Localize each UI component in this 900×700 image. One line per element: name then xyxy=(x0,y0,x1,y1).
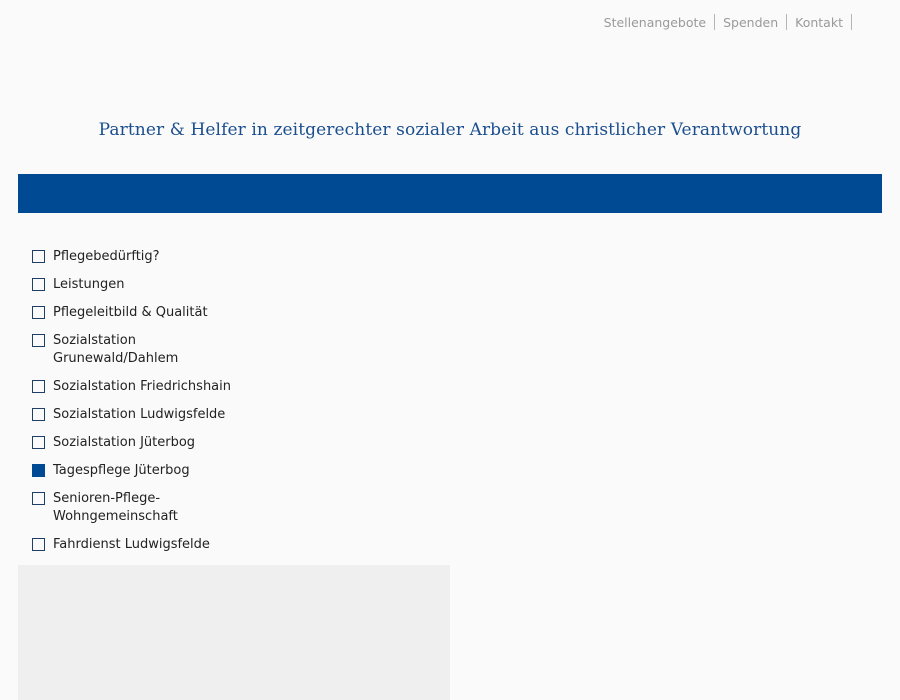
nav-link-stellenangebote[interactable]: Stellenangebote xyxy=(603,14,707,30)
sidebar-item-sozialstation-grunewald[interactable] xyxy=(32,332,252,368)
sidebar-item-label: Pflegeleitbild & Qualität xyxy=(53,305,208,320)
checkbox-square-icon xyxy=(32,334,45,347)
checkbox-square-icon xyxy=(32,306,45,319)
sidebar-menu xyxy=(32,248,252,564)
checkbox-square-icon xyxy=(32,408,45,421)
sidebar-content-panel xyxy=(18,565,450,700)
sidebar-item-label: Pflegebedürftig? xyxy=(53,249,160,264)
sidebar-item-label: Fahrdienst Ludwigsfelde xyxy=(53,537,210,552)
sidebar-item-label: Leistungen xyxy=(53,277,125,292)
checkbox-square-icon xyxy=(32,538,45,551)
sidebar-item-label: Senioren-Pflege-Wohngemeinschaft xyxy=(53,491,178,524)
sidebar-item-label: Sozialstation Ludwigsfelde xyxy=(53,407,226,422)
checkbox-square-icon xyxy=(32,278,45,291)
checkbox-square-icon xyxy=(32,380,45,393)
checkbox-filled-icon xyxy=(32,464,45,477)
sidebar-item-sozialstation-friedrichshain[interactable] xyxy=(32,378,252,396)
checkbox-square-icon xyxy=(32,250,45,263)
nav-link-kontakt[interactable]: Kontakt xyxy=(795,14,843,30)
site-tagline: Partner & Helfer in zeitgerechter sozialer Arbeit aus christlicher Verantwortung xyxy=(98,120,802,140)
sidebar-item-label: Sozialstation Grunewald/Dahlem xyxy=(53,333,179,366)
sidebar-item-sozialstation-jueterbog[interactable] xyxy=(32,434,252,452)
sidebar-item-pflegeleitbild[interactable] xyxy=(32,304,252,322)
sidebar-item-tagespflege-jueterbog[interactable] xyxy=(32,462,252,480)
sidebar-item-label: Sozialstation Friedrichshain xyxy=(53,379,232,394)
checkbox-square-icon xyxy=(32,492,45,505)
sidebar-item-pflegebeduerftig[interactable] xyxy=(32,248,252,266)
sidebar-item-fahrdienst-ludwigsfelde[interactable] xyxy=(32,536,252,554)
main-navigation-bar xyxy=(18,174,882,213)
top-navigation xyxy=(596,14,852,30)
sidebar-item-leistungen[interactable] xyxy=(32,276,252,294)
nav-divider xyxy=(851,14,852,30)
sidebar-item-senioren-wg[interactable] xyxy=(32,490,252,526)
sidebar-item-label: Tagespflege Jüterbog xyxy=(53,463,190,478)
checkbox-square-icon xyxy=(32,436,45,449)
nav-link-spenden[interactable]: Spenden xyxy=(723,14,779,30)
sidebar-item-sozialstation-ludwigsfelde[interactable] xyxy=(32,406,252,424)
sidebar-item-label: Sozialstation Jüterbog xyxy=(53,435,196,450)
